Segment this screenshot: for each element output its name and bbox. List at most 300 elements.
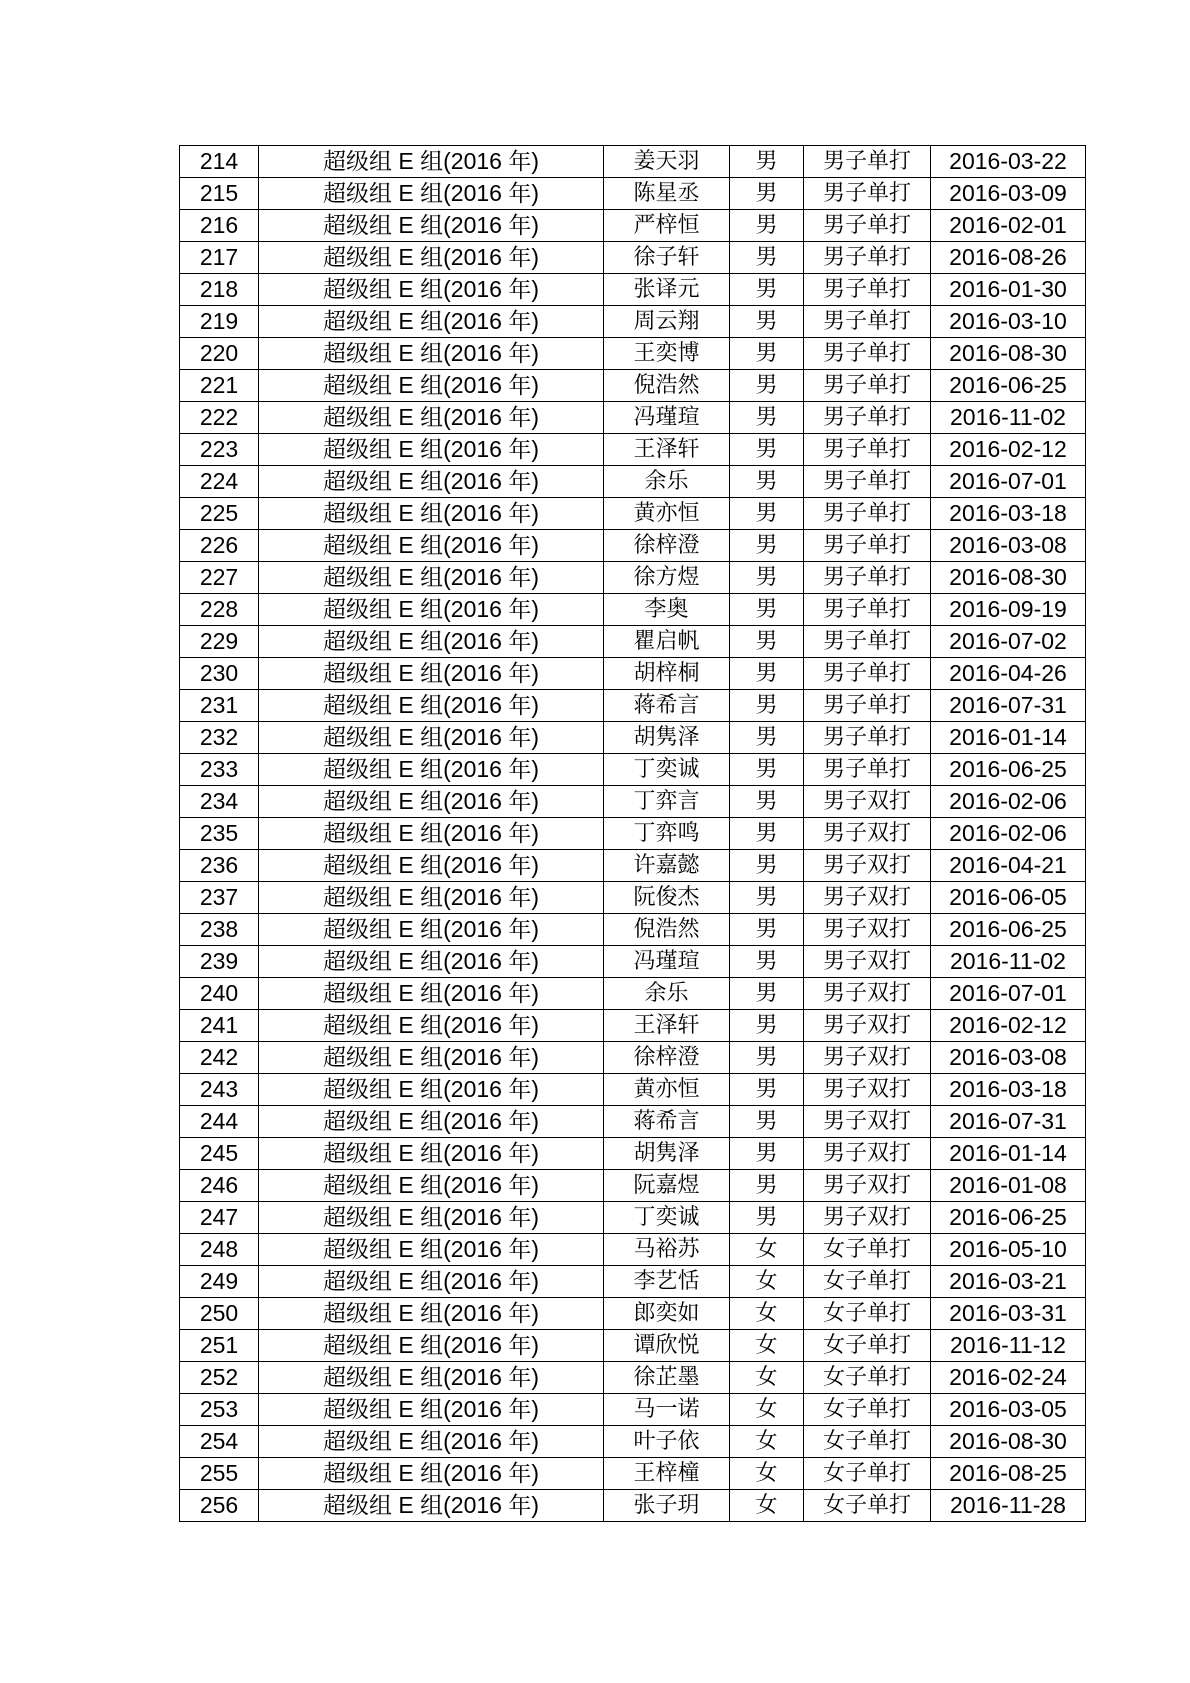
gender-cell: 男 (730, 1042, 804, 1074)
player-name-cell: 丁弈鸣 (604, 818, 730, 850)
gender-cell: 男 (730, 178, 804, 210)
roster-body (180, 146, 1086, 1522)
player-name-cell: 徐梓澄 (604, 530, 730, 562)
table-row (180, 370, 1086, 402)
table-row (180, 626, 1086, 658)
birth-date-cell: 2016-04-26 (931, 658, 1086, 690)
gender-cell: 男 (730, 978, 804, 1010)
table-row (180, 178, 1086, 210)
birth-date-cell: 2016-01-14 (931, 722, 1086, 754)
gender-cell: 男 (730, 786, 804, 818)
event-cell: 男子双打 (804, 946, 931, 978)
group-cell: 超级组 E 组(2016 年) (259, 1426, 604, 1458)
gender-cell: 男 (730, 562, 804, 594)
birth-date-cell: 2016-03-09 (931, 178, 1086, 210)
gender-cell: 女 (730, 1394, 804, 1426)
group-cell: 超级组 E 组(2016 年) (259, 1010, 604, 1042)
event-cell: 男子单打 (804, 178, 931, 210)
entry-number-cell: 256 (180, 1490, 259, 1522)
gender-cell: 男 (730, 946, 804, 978)
table-row (180, 1138, 1086, 1170)
gender-cell: 女 (730, 1362, 804, 1394)
group-cell: 超级组 E 组(2016 年) (259, 1138, 604, 1170)
group-cell: 超级组 E 组(2016 年) (259, 146, 604, 178)
event-cell: 男子双打 (804, 850, 931, 882)
gender-cell: 男 (730, 882, 804, 914)
player-name-cell: 蒋希言 (604, 690, 730, 722)
gender-cell: 男 (730, 626, 804, 658)
entry-number-cell: 230 (180, 658, 259, 690)
group-cell: 超级组 E 组(2016 年) (259, 658, 604, 690)
group-cell: 超级组 E 组(2016 年) (259, 306, 604, 338)
birth-date-cell: 2016-03-18 (931, 498, 1086, 530)
birth-date-cell: 2016-05-10 (931, 1234, 1086, 1266)
entry-number-cell: 249 (180, 1266, 259, 1298)
gender-cell: 男 (730, 274, 804, 306)
group-cell: 超级组 E 组(2016 年) (259, 626, 604, 658)
gender-cell: 男 (730, 338, 804, 370)
birth-date-cell: 2016-06-25 (931, 754, 1086, 786)
entry-number-cell: 233 (180, 754, 259, 786)
group-cell: 超级组 E 组(2016 年) (259, 210, 604, 242)
birth-date-cell: 2016-02-01 (931, 210, 1086, 242)
player-name-cell: 徐芷墨 (604, 1362, 730, 1394)
gender-cell: 男 (730, 658, 804, 690)
gender-cell: 男 (730, 1202, 804, 1234)
gender-cell: 男 (730, 850, 804, 882)
group-cell: 超级组 E 组(2016 年) (259, 1458, 604, 1490)
event-cell: 男子单打 (804, 562, 931, 594)
player-name-cell: 蒋希言 (604, 1106, 730, 1138)
gender-cell: 女 (730, 1426, 804, 1458)
entry-number-cell: 247 (180, 1202, 259, 1234)
event-cell: 女子单打 (804, 1490, 931, 1522)
player-name-cell: 徐梓澄 (604, 1042, 730, 1074)
event-cell: 男子双打 (804, 1042, 931, 1074)
table-row (180, 850, 1086, 882)
table-row (180, 658, 1086, 690)
group-cell: 超级组 E 组(2016 年) (259, 178, 604, 210)
table-row (180, 402, 1086, 434)
gender-cell: 女 (730, 1330, 804, 1362)
player-name-cell: 许嘉懿 (604, 850, 730, 882)
player-name-cell: 余乐 (604, 466, 730, 498)
table-row (180, 1042, 1086, 1074)
birth-date-cell: 2016-02-06 (931, 786, 1086, 818)
birth-date-cell: 2016-01-14 (931, 1138, 1086, 1170)
table-row (180, 1074, 1086, 1106)
birth-date-cell: 2016-03-22 (931, 146, 1086, 178)
entry-number-cell: 253 (180, 1394, 259, 1426)
gender-cell: 男 (730, 818, 804, 850)
event-cell: 男子双打 (804, 1010, 931, 1042)
entry-number-cell: 237 (180, 882, 259, 914)
entry-number-cell: 222 (180, 402, 259, 434)
entry-number-cell: 229 (180, 626, 259, 658)
event-cell: 男子单打 (804, 242, 931, 274)
birth-date-cell: 2016-07-01 (931, 978, 1086, 1010)
group-cell: 超级组 E 组(2016 年) (259, 1106, 604, 1138)
player-name-cell: 王奕博 (604, 338, 730, 370)
player-name-cell: 李奥 (604, 594, 730, 626)
entry-number-cell: 242 (180, 1042, 259, 1074)
birth-date-cell: 2016-06-05 (931, 882, 1086, 914)
entry-number-cell: 235 (180, 818, 259, 850)
entry-number-cell: 225 (180, 498, 259, 530)
birth-date-cell: 2016-09-19 (931, 594, 1086, 626)
table-row (180, 1298, 1086, 1330)
entry-number-cell: 224 (180, 466, 259, 498)
player-name-cell: 王梓橦 (604, 1458, 730, 1490)
gender-cell: 女 (730, 1458, 804, 1490)
gender-cell: 女 (730, 1298, 804, 1330)
roster-table (179, 145, 1086, 1522)
group-cell: 超级组 E 组(2016 年) (259, 818, 604, 850)
group-cell: 超级组 E 组(2016 年) (259, 498, 604, 530)
event-cell: 男子单打 (804, 594, 931, 626)
player-name-cell: 张子玥 (604, 1490, 730, 1522)
group-cell: 超级组 E 组(2016 年) (259, 370, 604, 402)
event-cell: 男子单打 (804, 498, 931, 530)
birth-date-cell: 2016-03-18 (931, 1074, 1086, 1106)
table-row (180, 242, 1086, 274)
entry-number-cell: 214 (180, 146, 259, 178)
group-cell: 超级组 E 组(2016 年) (259, 946, 604, 978)
birth-date-cell: 2016-02-12 (931, 434, 1086, 466)
group-cell: 超级组 E 组(2016 年) (259, 1394, 604, 1426)
event-cell: 女子单打 (804, 1234, 931, 1266)
gender-cell: 男 (730, 306, 804, 338)
entry-number-cell: 243 (180, 1074, 259, 1106)
player-name-cell: 倪浩然 (604, 914, 730, 946)
table-row (180, 1426, 1086, 1458)
table-row (180, 786, 1086, 818)
entry-number-cell: 244 (180, 1106, 259, 1138)
table-row (180, 306, 1086, 338)
table-row (180, 466, 1086, 498)
group-cell: 超级组 E 组(2016 年) (259, 722, 604, 754)
gender-cell: 男 (730, 1138, 804, 1170)
event-cell: 男子双打 (804, 1106, 931, 1138)
player-name-cell: 徐子轩 (604, 242, 730, 274)
entry-number-cell: 219 (180, 306, 259, 338)
entry-number-cell: 246 (180, 1170, 259, 1202)
entry-number-cell: 250 (180, 1298, 259, 1330)
table-row (180, 434, 1086, 466)
player-name-cell: 王泽轩 (604, 434, 730, 466)
group-cell: 超级组 E 组(2016 年) (259, 754, 604, 786)
player-name-cell: 徐方煜 (604, 562, 730, 594)
birth-date-cell: 2016-08-30 (931, 338, 1086, 370)
gender-cell: 男 (730, 402, 804, 434)
player-name-cell: 冯瑾瑄 (604, 402, 730, 434)
event-cell: 男子单打 (804, 530, 931, 562)
group-cell: 超级组 E 组(2016 年) (259, 1490, 604, 1522)
event-cell: 男子单打 (804, 146, 931, 178)
entry-number-cell: 239 (180, 946, 259, 978)
player-name-cell: 倪浩然 (604, 370, 730, 402)
birth-date-cell: 2016-08-30 (931, 562, 1086, 594)
birth-date-cell: 2016-07-31 (931, 690, 1086, 722)
birth-date-cell: 2016-08-25 (931, 1458, 1086, 1490)
table-row (180, 1362, 1086, 1394)
entry-number-cell: 238 (180, 914, 259, 946)
group-cell: 超级组 E 组(2016 年) (259, 978, 604, 1010)
player-name-cell: 叶子依 (604, 1426, 730, 1458)
birth-date-cell: 2016-02-24 (931, 1362, 1086, 1394)
event-cell: 男子单打 (804, 466, 931, 498)
player-name-cell: 张译元 (604, 274, 730, 306)
player-name-cell: 谭欣悦 (604, 1330, 730, 1362)
entry-number-cell: 241 (180, 1010, 259, 1042)
entry-number-cell: 223 (180, 434, 259, 466)
birth-date-cell: 2016-01-08 (931, 1170, 1086, 1202)
event-cell: 男子单打 (804, 690, 931, 722)
group-cell: 超级组 E 组(2016 年) (259, 466, 604, 498)
player-name-cell: 周云翔 (604, 306, 730, 338)
player-name-cell: 丁奕诚 (604, 1202, 730, 1234)
table-row (180, 754, 1086, 786)
entry-number-cell: 245 (180, 1138, 259, 1170)
gender-cell: 男 (730, 1010, 804, 1042)
event-cell: 男子双打 (804, 978, 931, 1010)
player-name-cell: 瞿启帆 (604, 626, 730, 658)
table-row (180, 498, 1086, 530)
event-cell: 女子单打 (804, 1394, 931, 1426)
event-cell: 男子双打 (804, 1138, 931, 1170)
group-cell: 超级组 E 组(2016 年) (259, 1298, 604, 1330)
table-row (180, 690, 1086, 722)
table-row (180, 882, 1086, 914)
gender-cell: 男 (730, 914, 804, 946)
player-name-cell: 马一诺 (604, 1394, 730, 1426)
gender-cell: 男 (730, 242, 804, 274)
birth-date-cell: 2016-04-21 (931, 850, 1086, 882)
event-cell: 男子单打 (804, 434, 931, 466)
table-row (180, 722, 1086, 754)
table-row (180, 946, 1086, 978)
birth-date-cell: 2016-11-12 (931, 1330, 1086, 1362)
birth-date-cell: 2016-11-02 (931, 402, 1086, 434)
entry-number-cell: 218 (180, 274, 259, 306)
table-row (180, 1490, 1086, 1522)
entry-number-cell: 254 (180, 1426, 259, 1458)
group-cell: 超级组 E 组(2016 年) (259, 1234, 604, 1266)
entry-number-cell: 231 (180, 690, 259, 722)
player-name-cell: 郎奕如 (604, 1298, 730, 1330)
birth-date-cell: 2016-08-30 (931, 1426, 1086, 1458)
event-cell: 女子单打 (804, 1458, 931, 1490)
table-row (180, 1010, 1086, 1042)
birth-date-cell: 2016-02-12 (931, 1010, 1086, 1042)
birth-date-cell: 2016-03-08 (931, 530, 1086, 562)
entry-number-cell: 220 (180, 338, 259, 370)
gender-cell: 女 (730, 1490, 804, 1522)
entry-number-cell: 232 (180, 722, 259, 754)
birth-date-cell: 2016-06-25 (931, 1202, 1086, 1234)
event-cell: 男子双打 (804, 882, 931, 914)
event-cell: 男子双打 (804, 786, 931, 818)
table-row (180, 1202, 1086, 1234)
table-row (180, 1458, 1086, 1490)
group-cell: 超级组 E 组(2016 年) (259, 562, 604, 594)
event-cell: 男子单打 (804, 306, 931, 338)
table-row (180, 1266, 1086, 1298)
group-cell: 超级组 E 组(2016 年) (259, 242, 604, 274)
entry-number-cell: 248 (180, 1234, 259, 1266)
birth-date-cell: 2016-11-28 (931, 1490, 1086, 1522)
group-cell: 超级组 E 组(2016 年) (259, 690, 604, 722)
player-name-cell: 阮俊杰 (604, 882, 730, 914)
gender-cell: 男 (730, 690, 804, 722)
table-row (180, 594, 1086, 626)
entry-number-cell: 226 (180, 530, 259, 562)
table-row (180, 818, 1086, 850)
entry-number-cell: 234 (180, 786, 259, 818)
birth-date-cell: 2016-01-30 (931, 274, 1086, 306)
event-cell: 男子单打 (804, 210, 931, 242)
entry-number-cell: 252 (180, 1362, 259, 1394)
birth-date-cell: 2016-07-01 (931, 466, 1086, 498)
event-cell: 男子单打 (804, 722, 931, 754)
group-cell: 超级组 E 组(2016 年) (259, 1202, 604, 1234)
gender-cell: 男 (730, 1106, 804, 1138)
player-name-cell: 马裕苏 (604, 1234, 730, 1266)
birth-date-cell: 2016-03-05 (931, 1394, 1086, 1426)
group-cell: 超级组 E 组(2016 年) (259, 1074, 604, 1106)
group-cell: 超级组 E 组(2016 年) (259, 338, 604, 370)
player-name-cell: 陈星丞 (604, 178, 730, 210)
birth-date-cell: 2016-03-10 (931, 306, 1086, 338)
birth-date-cell: 2016-03-31 (931, 1298, 1086, 1330)
birth-date-cell: 2016-07-02 (931, 626, 1086, 658)
gender-cell: 男 (730, 498, 804, 530)
player-name-cell: 李艺恬 (604, 1266, 730, 1298)
gender-cell: 男 (730, 722, 804, 754)
event-cell: 女子单打 (804, 1298, 931, 1330)
event-cell: 男子单打 (804, 658, 931, 690)
entry-number-cell: 217 (180, 242, 259, 274)
player-name-cell: 胡梓桐 (604, 658, 730, 690)
event-cell: 男子单打 (804, 626, 931, 658)
player-name-cell: 余乐 (604, 978, 730, 1010)
event-cell: 女子单打 (804, 1362, 931, 1394)
gender-cell: 男 (730, 1170, 804, 1202)
table-row (180, 1330, 1086, 1362)
player-name-cell: 严梓恒 (604, 210, 730, 242)
birth-date-cell: 2016-03-08 (931, 1042, 1086, 1074)
gender-cell: 男 (730, 530, 804, 562)
event-cell: 女子单打 (804, 1266, 931, 1298)
birth-date-cell: 2016-06-25 (931, 914, 1086, 946)
birth-date-cell: 2016-07-31 (931, 1106, 1086, 1138)
group-cell: 超级组 E 组(2016 年) (259, 1362, 604, 1394)
group-cell: 超级组 E 组(2016 年) (259, 850, 604, 882)
gender-cell: 男 (730, 210, 804, 242)
table-row (180, 1106, 1086, 1138)
group-cell: 超级组 E 组(2016 年) (259, 1170, 604, 1202)
player-name-cell: 姜天羽 (604, 146, 730, 178)
event-cell: 女子单打 (804, 1330, 931, 1362)
player-name-cell: 阮嘉煜 (604, 1170, 730, 1202)
player-name-cell: 丁奕诚 (604, 754, 730, 786)
gender-cell: 男 (730, 434, 804, 466)
gender-cell: 男 (730, 146, 804, 178)
event-cell: 女子单打 (804, 1426, 931, 1458)
event-cell: 男子双打 (804, 818, 931, 850)
entry-number-cell: 221 (180, 370, 259, 402)
gender-cell: 女 (730, 1266, 804, 1298)
table-row (180, 562, 1086, 594)
player-name-cell: 黄亦恒 (604, 498, 730, 530)
table-row (180, 978, 1086, 1010)
table-row (180, 1170, 1086, 1202)
table-row (180, 146, 1086, 178)
group-cell: 超级组 E 组(2016 年) (259, 434, 604, 466)
event-cell: 男子单打 (804, 370, 931, 402)
player-name-cell: 胡隽泽 (604, 1138, 730, 1170)
table-row (180, 914, 1086, 946)
event-cell: 男子双打 (804, 1170, 931, 1202)
table-row (180, 338, 1086, 370)
birth-date-cell: 2016-03-21 (931, 1266, 1086, 1298)
event-cell: 男子双打 (804, 914, 931, 946)
entry-number-cell: 240 (180, 978, 259, 1010)
event-cell: 男子单打 (804, 338, 931, 370)
birth-date-cell: 2016-11-02 (931, 946, 1086, 978)
player-name-cell: 冯瑾瑄 (604, 946, 730, 978)
group-cell: 超级组 E 组(2016 年) (259, 914, 604, 946)
table-row (180, 1234, 1086, 1266)
entry-number-cell: 215 (180, 178, 259, 210)
group-cell: 超级组 E 组(2016 年) (259, 1330, 604, 1362)
group-cell: 超级组 E 组(2016 年) (259, 274, 604, 306)
group-cell: 超级组 E 组(2016 年) (259, 1266, 604, 1298)
table-row (180, 210, 1086, 242)
birth-date-cell: 2016-02-06 (931, 818, 1086, 850)
group-cell: 超级组 E 组(2016 年) (259, 402, 604, 434)
player-name-cell: 黄亦恒 (604, 1074, 730, 1106)
entry-number-cell: 228 (180, 594, 259, 626)
table-row (180, 1394, 1086, 1426)
event-cell: 男子双打 (804, 1202, 931, 1234)
gender-cell: 男 (730, 754, 804, 786)
table-row (180, 530, 1086, 562)
event-cell: 男子单打 (804, 402, 931, 434)
gender-cell: 男 (730, 370, 804, 402)
event-cell: 男子单打 (804, 274, 931, 306)
player-name-cell: 胡隽泽 (604, 722, 730, 754)
entry-number-cell: 236 (180, 850, 259, 882)
birth-date-cell: 2016-08-26 (931, 242, 1086, 274)
gender-cell: 男 (730, 1074, 804, 1106)
group-cell: 超级组 E 组(2016 年) (259, 594, 604, 626)
group-cell: 超级组 E 组(2016 年) (259, 882, 604, 914)
entry-number-cell: 251 (180, 1330, 259, 1362)
gender-cell: 男 (730, 466, 804, 498)
birth-date-cell: 2016-06-25 (931, 370, 1086, 402)
entry-number-cell: 216 (180, 210, 259, 242)
group-cell: 超级组 E 组(2016 年) (259, 786, 604, 818)
group-cell: 超级组 E 组(2016 年) (259, 530, 604, 562)
event-cell: 男子单打 (804, 754, 931, 786)
player-name-cell: 丁弈言 (604, 786, 730, 818)
table-row (180, 274, 1086, 306)
gender-cell: 男 (730, 594, 804, 626)
event-cell: 男子双打 (804, 1074, 931, 1106)
entry-number-cell: 227 (180, 562, 259, 594)
player-name-cell: 王泽轩 (604, 1010, 730, 1042)
